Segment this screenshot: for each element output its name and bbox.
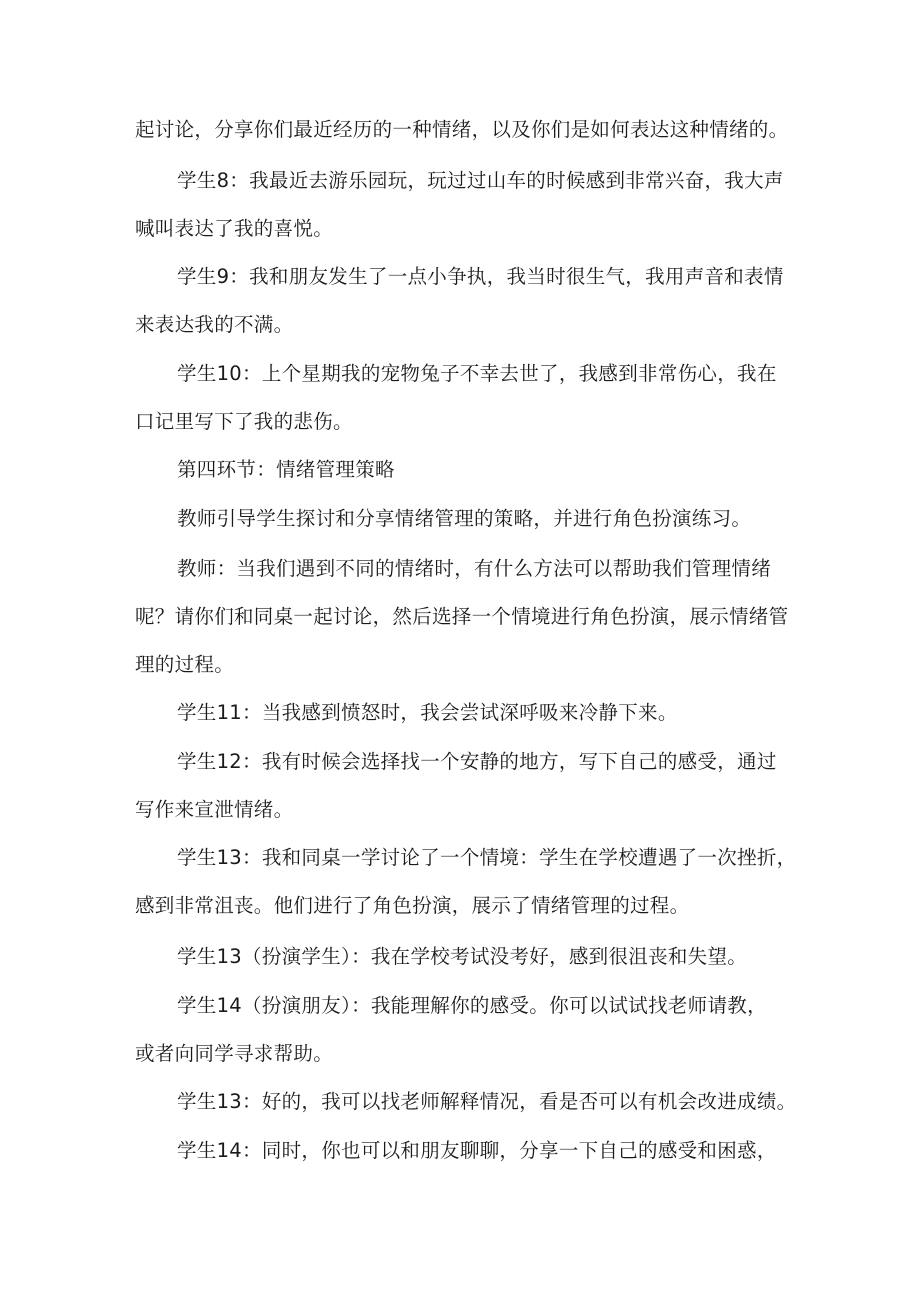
text-line: 来表达我的不满。: [135, 313, 294, 336]
text-line: 或者向同学寻求帮助。: [135, 1042, 334, 1065]
text-line: 呢？请你们和同桌一起讨论，然后选择一个情境进行角色扮演，展示情绪管: [135, 605, 789, 628]
paragraph-14: [135, 1127, 795, 1175]
text-line: 学生11：当我感到愤怒时，我会尝试深呼吸来冷静下来。: [177, 701, 678, 724]
text-line: 学生8：我最近去游乐园玩，玩过过山车的时候感到非常兴奋，我大声: [177, 169, 784, 192]
text-line: 理的过程。: [135, 653, 235, 676]
paragraph-10: [135, 834, 795, 930]
text-line: 喊叫表达了我的喜悦。: [135, 217, 334, 240]
paragraph-1: [135, 106, 795, 154]
text-line: 教师引导学生探讨和分享情绪管理的策略，并进行角色扮演练习。: [177, 507, 752, 530]
paragraph-8: [135, 689, 795, 737]
text-line: 学生14：同时，你也可以和朋友聊聊，分享一下自己的感受和困惑，: [177, 1139, 777, 1162]
text-line: 学生10：上个星期我的宠物兔子不幸去世了，我感到非常伤心，我在: [177, 362, 777, 385]
paragraph-3: [135, 253, 795, 349]
text-line: 口记里写下了我的悲伤。: [135, 410, 353, 433]
paragraph-12: [135, 982, 795, 1078]
text-line: 学生12：我有时候会选择找一个安静的地方，写下自己的感受，通过: [177, 750, 777, 773]
text-line: 学生13：我和同桌一学讨论了一个情境：学生在学校遭遇了一次挫折，: [177, 846, 797, 869]
paragraph-13: [135, 1078, 795, 1126]
paragraph-2: [135, 157, 795, 253]
text-line: 教师：当我们遇到不同的情绪时，有什么方法可以帮助我们管理情绪: [177, 557, 772, 580]
text-line: 感到非常沮丧。他们进行了角色扮演，展示了情绪管理的过程。: [135, 894, 690, 917]
text-line: 起讨论，分享你们最近经历的一种情绪，以及你们是如何表达这种情绪的。: [135, 118, 789, 141]
text-line: 写作来宣泄情绪。: [135, 798, 294, 821]
paragraph-11: [135, 933, 795, 981]
paragraph-9: [135, 738, 795, 834]
paragraph-4: [135, 350, 795, 446]
text-line: 学生13（扮演学生）：我在学校考试没考好，感到很沮丧和失望。: [177, 945, 748, 968]
text-line: 学生9：我和朋友发生了一点小争执，我当时很生气，我用声音和表情: [177, 265, 784, 288]
section-heading: [135, 446, 795, 494]
paragraph-7: [135, 545, 795, 689]
text-line: 学生13：好的，我可以找老师解释情况，看是否可以有机会改进成绩。: [177, 1090, 797, 1113]
text-line: 第四环节：情绪管理策略: [177, 458, 395, 481]
paragraph-6: [135, 495, 795, 543]
text-line: 学生14（扮演朋友）：我能理解你的感受。你可以试试找老师请教，: [177, 994, 767, 1017]
